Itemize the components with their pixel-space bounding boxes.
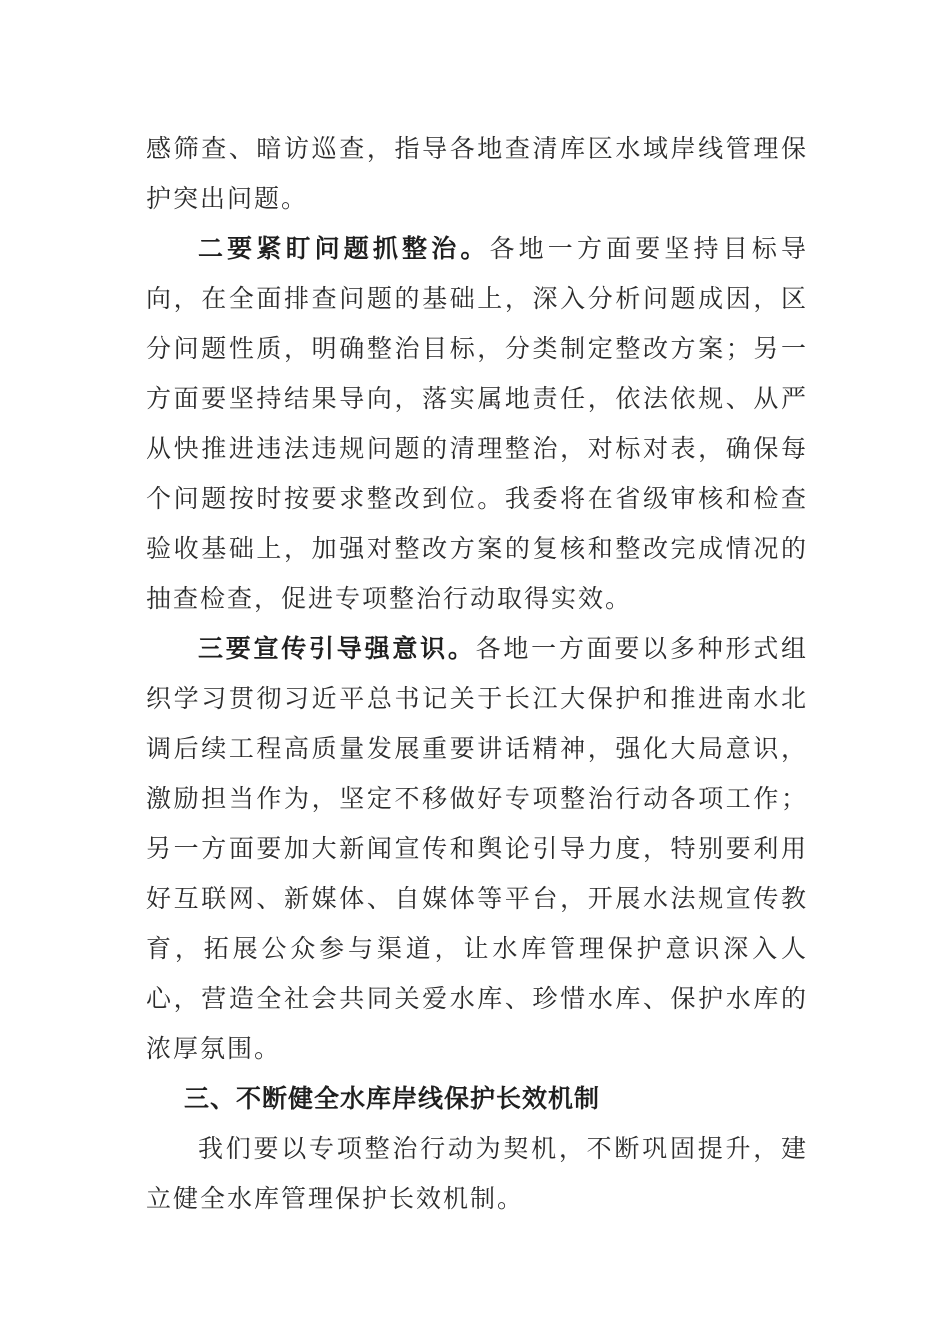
paragraph-continuation <box>146 124 808 224</box>
paragraph-text: 各地一方面要以多种形式组织学习贯彻习近平总书记关于长江大保护和推进南水北调后续工程高质量发展重要讲话精神，强化大局意识，激励担当作为，坚定不移做好专项整治行动各项工作；另一方面要加大新闻宣传和舆论引导力度，特别要利用好互联网、新媒体、自媒体等平台，开展水法规宣传教育，拓展公众参与渠道，让水库管理保护意识深入人心，营造全社会共同关爱水库、珍惜水库、保护水库的浓厚氛围。 <box>146 634 808 1063</box>
paragraph-text: 感筛查、暗访巡查，指导各地查清库区水域岸线管理保护突出问题。 <box>146 134 808 213</box>
paragraph-lead: 二要紧盯问题抓整治。 <box>198 234 490 263</box>
section-heading: 三、不断健全水库岸线保护长效机制 <box>184 1084 601 1113</box>
paragraph-rectification <box>146 224 808 624</box>
paragraph-text: 各地一方面要坚持目标导向，在全面排查问题的基础上，深入分析问题成因，区分问题性质，明确整治目标，分类制定整改方案；另一方面要坚持结果导向，落实属地责任，依法依规、从严从快推进违法违规问题的清理整治，对标对表，确保每个问题按时按要求整改到位。我委将在省级审核和检查验收基础上，加强对整改方案的复核和整改完成情况的抽查检查，促进专项整治行动取得实效。 <box>146 234 808 613</box>
paragraph-lead: 三要宣传引导强意识。 <box>198 634 476 663</box>
paragraph-publicity <box>146 624 808 1074</box>
document-body <box>146 124 808 1224</box>
paragraph-closing <box>146 1124 808 1224</box>
paragraph-text: 我们要以专项整治行动为契机，不断巩固提升，建立健全水库管理保护长效机制。 <box>146 1134 808 1213</box>
